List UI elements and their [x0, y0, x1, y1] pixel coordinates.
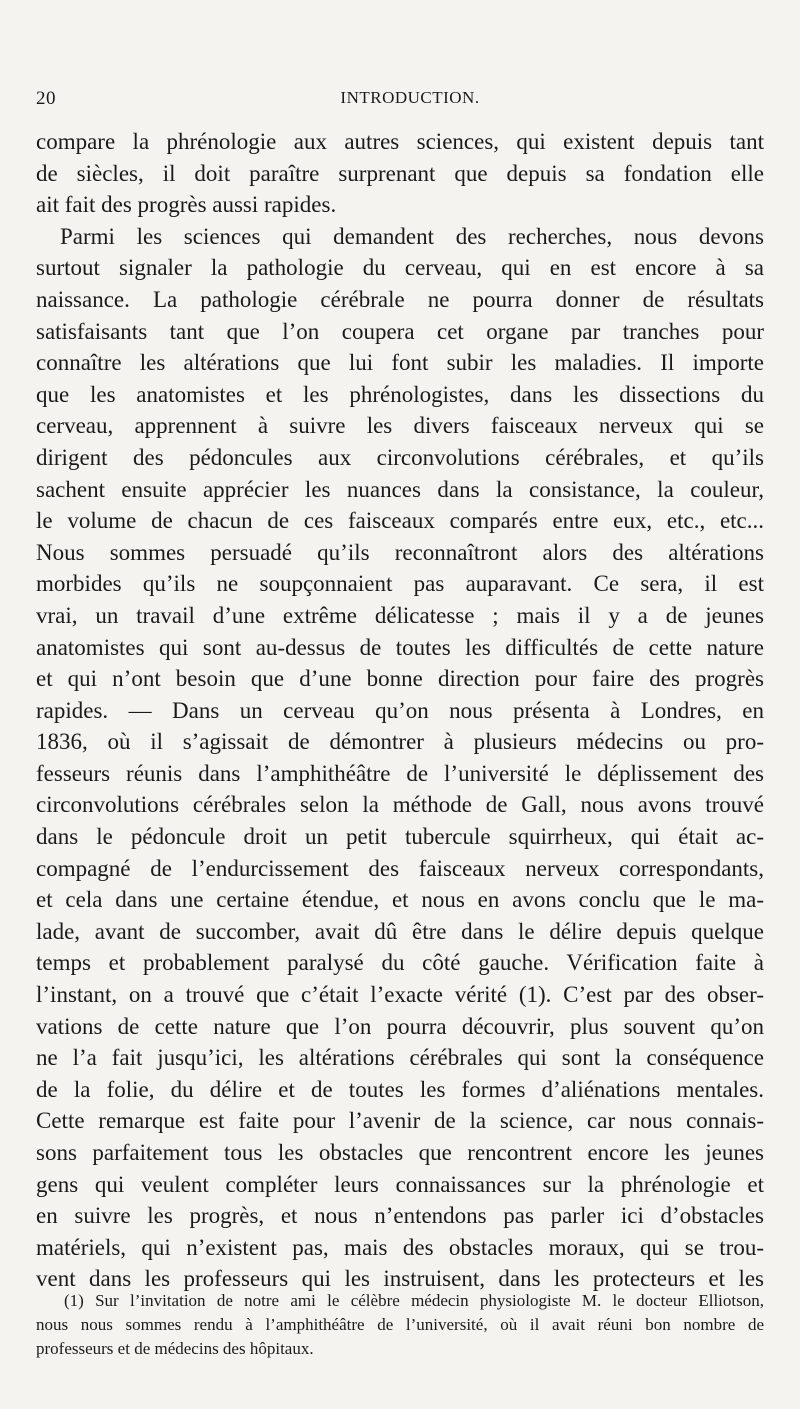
text-line: 1836, où il s’agissait de démontrer à plusieurs médecins ou pro- [36, 729, 764, 755]
page-number: 20 [36, 88, 56, 109]
body-text [36, 126, 764, 1295]
text-line: lade, avant de succomber, avait dû être dans le délire depuis quelque [36, 918, 764, 944]
text-line: compare la phrénologie aux autres sciences, qui existent depuis tant [36, 129, 764, 154]
text-line: anatomistes qui sont au-dessus de toutes les difficultés de cette nature [36, 634, 764, 660]
text-line: gens qui veulent compléter leurs connaissances sur la phrénologie et [36, 1171, 764, 1197]
running-title: INTRODUCTION. [340, 88, 480, 107]
text-line: matériels, qui n’existent pas, mais des obstacles moraux, qui se trou- [36, 1234, 764, 1260]
text-line: l’instant, on a trouvé que c’était l’exacte vérité (1). C’est par des obser- [36, 982, 764, 1008]
text-line: ne l’a fait jusqu’ici, les altérations cérébrales qui sont la conséquence [36, 1045, 764, 1071]
text-line: dirigent des pédoncules aux circonvolutions cérébrales, et qu’ils [36, 444, 764, 470]
text-line: morbides qu’ils ne soupçonnaient pas auparavant. Ce sera, il est [36, 571, 764, 597]
text-line: rapides. — Dans un cerveau qu’on nous présenta à Londres, en [36, 697, 764, 723]
text-line: sons parfaitement tous les obstacles que rencontrent encore les jeunes [36, 1140, 764, 1165]
text-line: et cela dans une certaine étendue, et nous en avons conclu que le ma- [36, 887, 764, 913]
text-line: naissance. La pathologie cérébrale ne pourra donner de résultats [36, 286, 764, 312]
text-line: circonvolutions cérébrales selon la méthode de Gall, nous avons trouvé [36, 792, 764, 818]
text-line: satisfaisants tant que l’on coupera cet organe par tranches pour [36, 318, 764, 344]
text-line: et qui n’ont besoin que d’une bonne direction pour faire des progrès [36, 666, 764, 692]
text-line: Parmi les sciences qui demandent des recherches, nous devons [60, 223, 764, 249]
text-line: cerveau, apprennent à suivre les divers faisceaux nerveux qui se [36, 413, 764, 439]
text-line: compagné de l’endurcissement des faisceaux nerveux correspondants, [36, 855, 764, 881]
text-line: que les anatomistes et les phrénologistes, dans les dissections du [36, 381, 764, 407]
text-line: le volume de chacun de ces faisceaux comparés entre eux, etc., etc... [36, 508, 764, 534]
footnote-line: nous nous sommes rendu à l’amphithéâtre de l’université, où il avait réuni bon nombre de [36, 1315, 764, 1334]
text-line: temps et probablement paralysé du côté gauche. Vérification faite à [36, 950, 764, 976]
text-line: de la folie, du délire et de toutes les formes d’aliénations mentales. [36, 1076, 764, 1102]
footnote-line: (1) Sur l’invitation de notre ami le célèbre médecin physiologiste M. le docteur Elliotson, [64, 1291, 764, 1310]
footnote [36, 1289, 764, 1361]
text-line: de siècles, il doit paraître surprenant que depuis sa fondation elle [36, 160, 764, 186]
page-header [36, 88, 764, 116]
footnote-line: professeurs et de médecins des hôpitaux. [36, 1339, 314, 1358]
text-line: connaître les altérations que lui font subir les maladies. Il importe [36, 350, 764, 376]
text-line: vrai, un travail d’une extrême délicatesse ; mais il y a de jeunes [36, 602, 764, 628]
text-line: vent dans les professeurs qui les instruisent, dans les protecteurs et les [36, 1266, 764, 1292]
text-line: ait fait des progrès aussi rapides. [36, 192, 337, 218]
text-line: sachent ensuite apprécier les nuances dans la consistance, la couleur, [36, 476, 764, 502]
text-line: surtout signaler la pathologie du cerveau, qui en est encore à sa [36, 255, 764, 281]
text-line: Cette remarque est faite pour l’avenir de la science, car nous connais- [36, 1108, 764, 1134]
text-line: fesseurs réunis dans l’amphithéâtre de l’université le déplissement des [36, 760, 764, 786]
text-line: en suivre les progrès, et nous n’entendons pas parler ici d’obstacles [36, 1203, 764, 1229]
text-line: vations de cette nature que l’on pourra découvrir, plus souvent qu’on [36, 1013, 764, 1039]
text-line: dans le pédoncule droit un petit tubercule squirrheux, qui était ac- [36, 824, 764, 850]
text-line: Nous sommes persuadé qu’ils reconnaîtront alors des altérations [36, 539, 764, 565]
